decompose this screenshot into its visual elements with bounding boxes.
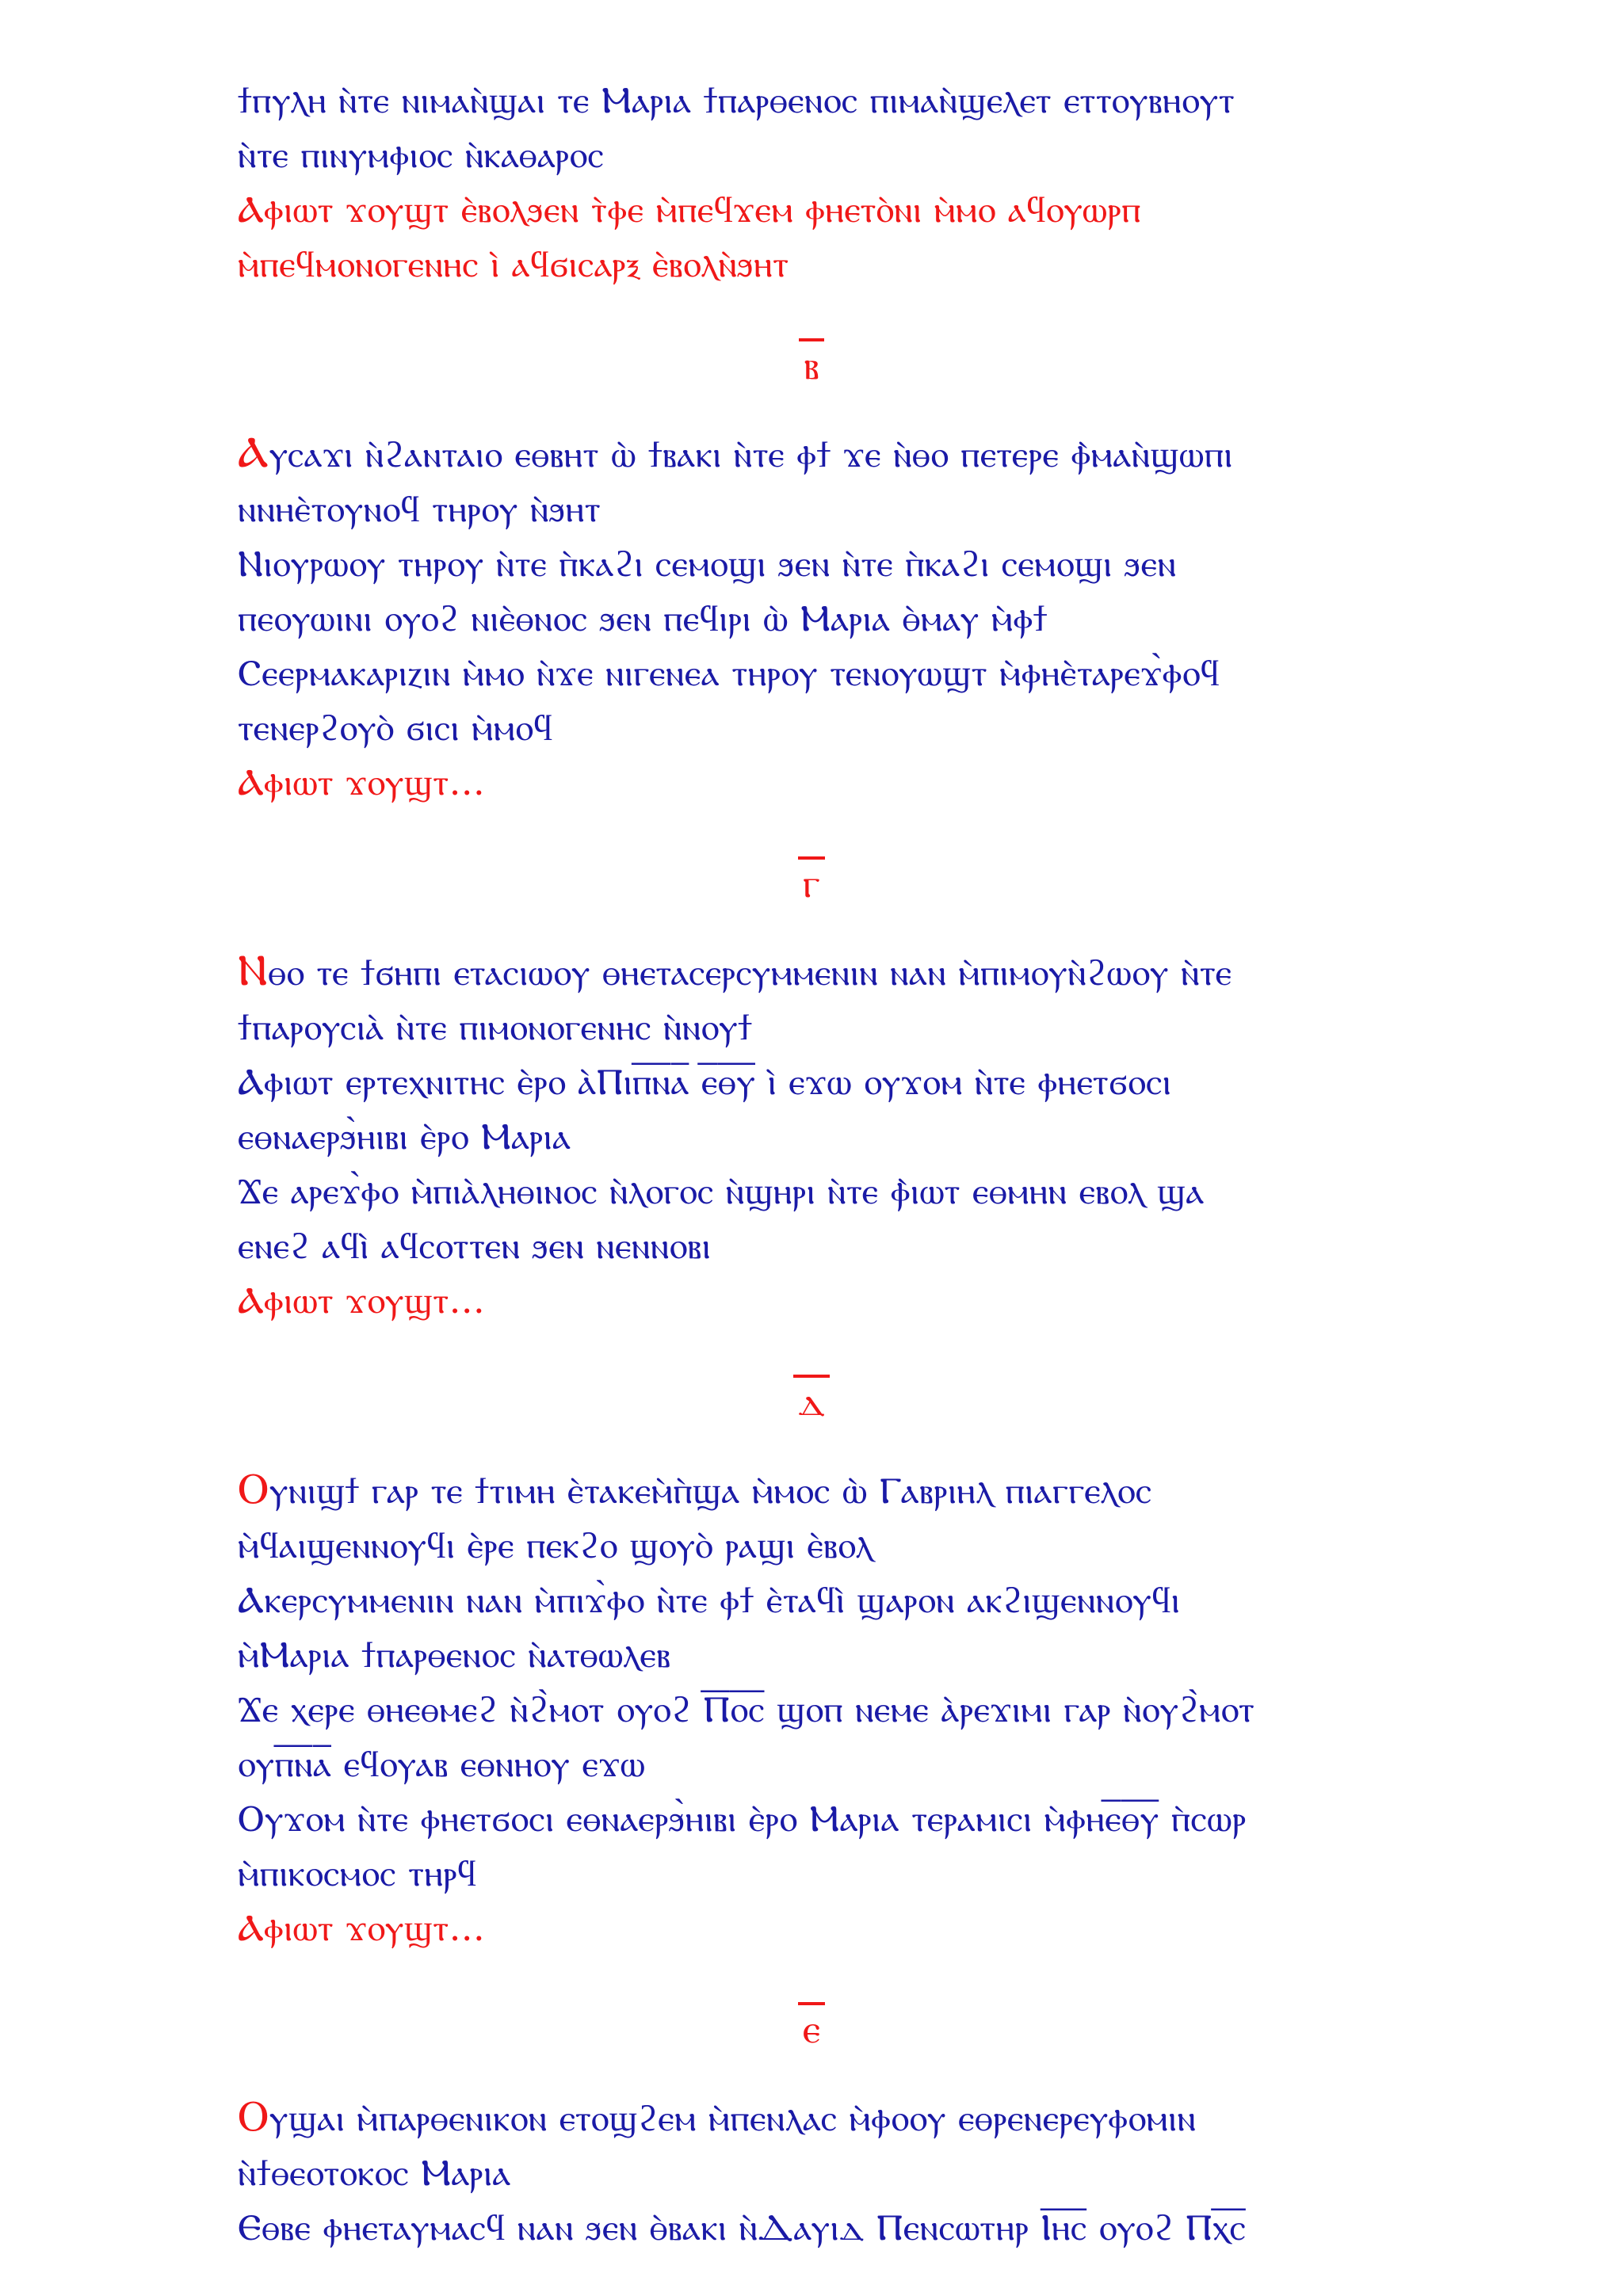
verse-line: ⲙ̀ϥⲁⲓϣⲉⲛⲛⲟⲩϥⲓ ⲉ̀ⲣⲉ ⲡⲉⲕϩⲟ ϣⲟⲩⲟ̀ ⲣⲁϣⲓ ⲉ̀ⲃⲟⲗ bbox=[238, 1524, 873, 1566]
verse-line: Ⲁⲫⲓⲱⲧ ⲉⲣⲧⲉⲭⲛⲓⲧⲏⲥ ⲉ̀ⲣⲟ ⲁ̀Ⲡⲓⲡ︦ⲛ︦ⲁ︦ ⲉ︦ⲑ︦ⲩ︦ ⲓ̀ ⲉϫⲱ ⲟⲩϫⲟⲙ ⲛ̀ⲧⲉ ⲫⲏⲉⲧϭⲟⲥⲓ bbox=[238, 1060, 1172, 1103]
refrain-line: ⲙ̀ⲡⲉϥⲙⲟⲛⲟⲅⲉⲛⲏⲥ ⲓ̀ ⲁϥϭⲓⲥⲁⲣⲝ ⲉ̀ⲃⲟⲗⲛ̀ϧⲏⲧ bbox=[238, 242, 789, 285]
verse-line: ⲉⲑⲛⲁⲉⲣϧ̀ⲏⲓⲃⲓ ⲉ̀ⲣⲟ Ⲙⲁⲣⲓⲁ bbox=[238, 1115, 571, 1158]
verse-line: Ⲛⲑⲟ ⲧⲉ ϯϭⲏⲡⲓ ⲉⲧⲁⲥⲓⲱⲟⲩ ⲑⲏⲉⲧⲁⲥⲉⲣⲥⲩⲙⲙⲉⲛⲓⲛ ⲛⲁⲛ ⲙ̀ⲡⲓⲙⲟⲩⲛ̀ϩⲱⲟⲩ ⲛ̀ⲧⲉ bbox=[238, 945, 1232, 995]
refrain-line: Ⲁⲫⲓⲱⲧ ϫⲟⲩϣⲧ... bbox=[238, 1906, 486, 1949]
verse-line: ⲙ̀ⲡⲓⲕⲟⲥⲙⲟⲥ ⲧⲏⲣϥ bbox=[238, 1852, 477, 1894]
verse-line: ⲙ̀Ⲙⲁⲣⲓⲁ ϯⲡⲁⲣⲑⲉⲛⲟⲥ ⲛ̀ⲁⲧⲑⲱⲗⲉⲃ bbox=[238, 1633, 671, 1676]
stanza-3 bbox=[238, 943, 1395, 1328]
verse-line: Ⲁⲩⲥⲁϫⲓ ⲛ̀ϩⲁⲛⲧⲁⲓⲟ ⲉⲑⲃⲏⲧ ⲱ̀ ϯⲃⲁⲕⲓ ⲛ̀ⲧⲉ ⲫϯ ϫⲉ ⲛ̀ⲑⲟ ⲡⲉⲧⲉⲣⲉ ⲫ̀ⲙⲁⲛ̀ϣⲱⲡⲓ bbox=[238, 427, 1233, 477]
verse-line: Ⲁⲕⲉⲣⲥⲩⲙⲙⲉⲛⲓⲛ ⲛⲁⲛ ⲙ̀ⲡⲓϫ̀ⲫⲟ ⲛ̀ⲧⲉ ⲫϯ ⲉ̀ⲧⲁϥⲓ̀ ϣⲁⲣⲟⲛ ⲁⲕϩⲓϣⲉⲛⲛⲟⲩϥⲓ bbox=[238, 1578, 1181, 1621]
red-initial: Ⲟ bbox=[238, 1463, 269, 1513]
stanza-number: ⲃ bbox=[0, 338, 1623, 389]
verse-line: Ⲟⲩⲛⲓϣϯ ⲅⲁⲣ ⲧⲉ ϯⲧⲓⲙⲏ ⲉ̀ⲧⲁⲕⲉⲙ̀ⲡ̀ϣⲁ ⲙ̀ⲙⲟⲥ ⲱ̀ Ⲅⲁⲃⲣⲓⲏⲗ ⲡⲓⲁⲅⲅⲉⲗⲟⲥ bbox=[238, 1463, 1152, 1513]
verse-line: ⲡⲉⲟⲩⲱⲓⲛⲓ ⲟⲩⲟϩ ⲛⲓⲉ̀ⲑⲛⲟⲥ ϧⲉⲛ ⲡⲉϥⲓⲣⲓ ⲱ̀ Ⲙⲁⲣⲓⲁ ⲑ̀ⲙⲁⲩ ⲙ̀ⲫϯ bbox=[238, 597, 1048, 639]
verse-line: ⲧⲉⲛⲉⲣϩⲟⲩⲟ̀ ϭⲓⲥⲓ ⲙ̀ⲙⲟϥ bbox=[238, 706, 553, 749]
verse-line: Ⲟⲩϣⲁⲓ ⲙ̀ⲡⲁⲣⲑⲉⲛⲓⲕⲟⲛ ⲉⲧⲟϣϩⲉⲙ ⲙ̀ⲡⲉⲛⲗⲁⲥ ⲙ̀ⲫⲟⲟⲩ ⲉⲑⲣⲉⲛⲉⲣⲉⲩⲫⲟⲙⲓⲛ bbox=[238, 2091, 1197, 2141]
stanza-1 bbox=[238, 73, 1395, 292]
verse-line: Ϫⲉ ⲭⲉⲣⲉ ⲑⲏⲉⲑⲙⲉϩ ⲛ̀ϩ̀ⲙⲟⲧ ⲟⲩⲟϩ Ⲡ︦ⲟ︦ⲥ︦ ϣⲟⲡ ⲛⲉⲙⲉ ⲁ̀ⲣⲉϫⲓⲙⲓ ⲅⲁⲣ ⲛ̀ⲟⲩϩ̀ⲙⲟⲧ bbox=[238, 1688, 1255, 1730]
red-initial: Ⲁ bbox=[238, 427, 269, 477]
verse-line: Ⲥⲉⲉⲣⲙⲁⲕⲁⲣⲓⲍⲓⲛ ⲙ̀ⲙⲟ ⲛ̀ϫⲉ ⲛⲓⲅⲉⲛⲉⲁ ⲧⲏⲣⲟⲩ ⲧⲉⲛⲟⲩⲱϣⲧ ⲙ̀ⲫⲏⲉ̀ⲧⲁⲣⲉϫ̀ⲫⲟϥ bbox=[238, 651, 1220, 694]
stanza-number: ⲇ bbox=[0, 1375, 1623, 1425]
red-initial: Ⲟ bbox=[238, 2091, 269, 2141]
refrain-line: Ⲁⲫⲓⲱⲧ ϫⲟⲩϣⲧ ⲉ̀ⲃⲟⲗϧⲉⲛ ⲧ̀ⲫⲉ ⲙ̀ⲡⲉϥϫⲉⲙ ⲫⲏⲉⲧⲟ̀ⲛⲓ ⲙ̀ⲙⲟ ⲁϥⲟⲩⲱⲣⲡ bbox=[238, 188, 1141, 231]
stanza-4 bbox=[238, 1461, 1395, 1955]
verse-line: ⲛⲛⲏⲉ̀ⲧⲟⲩⲛⲟϥ ⲧⲏⲣⲟⲩ ⲛ̀ϧⲏⲧ bbox=[238, 487, 601, 530]
stanza-number: ⲅ bbox=[0, 856, 1623, 907]
verse-line: Ⲛⲓⲟⲩⲣⲱⲟⲩ ⲧⲏⲣⲟⲩ ⲛ̀ⲧⲉ ⲡ̀ⲕⲁϩⲓ ⲥⲉⲙⲟϣⲓ ϧⲉⲛ ⲛ̀ⲧⲉ ⲡ̀ⲕⲁϩⲓ ⲥⲉⲙⲟϣⲓ ϧⲉⲛ bbox=[238, 542, 1177, 585]
hymn-page bbox=[238, 73, 1395, 2255]
verse-line: Ϫⲉ ⲁⲣⲉϫ̀ⲫⲟ ⲙ̀ⲡⲓⲁ̀ⲗⲏⲑⲓⲛⲟⲥ ⲛ̀ⲗⲟⲅⲟⲥ ⲛ̀ϣⲏⲣⲓ ⲛ̀ⲧⲉ ⲫ̀ⲓⲱⲧ ⲉⲑⲙⲏⲛ ⲉⲃⲟⲗ ϣⲁ bbox=[238, 1169, 1205, 1212]
verse-line: ⲟⲩⲡ︦ⲛ︦ⲁ︦ ⲉϥⲟⲩⲁⲃ ⲉⲑⲛⲏⲟⲩ ⲉϫⲱ bbox=[238, 1742, 646, 1785]
stanza-2 bbox=[238, 425, 1395, 810]
verse-line: ⲉⲛⲉϩ ⲁϥⲓ̀ ⲁϥⲥⲟⲧⲧⲉⲛ ϧⲉⲛ ⲛⲉⲛⲛⲟⲃⲓ bbox=[238, 1224, 712, 1267]
verse-line: Ⲟⲩϫⲟⲙ ⲛ̀ⲧⲉ ⲫⲏⲉⲧϭⲟⲥⲓ ⲉⲑⲛⲁⲉⲣϧ̀ⲏⲓⲃⲓ ⲉ̀ⲣⲟ Ⲙⲁⲣⲓⲁ ⲧⲉⲣⲁⲙⲓⲥⲓ ⲙ̀ⲫⲏⲉ︦ⲑ︦ⲩ︦ ⲡ̀ⲥⲱⲣ bbox=[238, 1797, 1247, 1840]
verse-line: ⲛ̀ⲧⲉ ⲡⲓⲛⲩⲙⲫⲓⲟⲥ ⲛ̀ⲕⲁⲑⲁⲣⲟⲥ bbox=[238, 133, 605, 176]
red-initial: Ⲛ bbox=[238, 945, 269, 995]
verse-line: ⲛ̀ϯⲑⲉⲟⲧⲟⲕⲟⲥ Ⲙⲁⲣⲓⲁ bbox=[238, 2151, 511, 2194]
stanza-number: ⲉ bbox=[0, 2002, 1623, 2053]
stanza-5 bbox=[238, 2088, 1395, 2255]
verse-line: ϯⲡⲁⲣⲟⲩⲥⲓⲁ̀ ⲛ̀ⲧⲉ ⲡⲓⲙⲟⲛⲟⲅⲉⲛⲏⲥ ⲛ̀ⲛⲟⲩϯ bbox=[238, 1005, 753, 1048]
refrain-line: Ⲁⲫⲓⲱⲧ ϫⲟⲩϣⲧ... bbox=[238, 1279, 486, 1322]
verse-line: ϯⲡⲩⲗⲏ ⲛ̀ⲧⲉ ⲛⲓⲙⲁⲛ̀ϣⲁⲓ ⲧⲉ Ⲙⲁⲣⲓⲁ ϯⲡⲁⲣⲑⲉⲛⲟⲥ ⲡⲓⲙⲁⲛ̀ϣⲉⲗⲉⲧ ⲉⲧⲧⲟⲩⲃⲏⲟⲩⲧ bbox=[238, 78, 1235, 121]
refrain-line: Ⲁⲫⲓⲱⲧ ϫⲟⲩϣⲧ... bbox=[238, 761, 486, 803]
verse-line: Ⲉⲑⲃⲉ ⲫⲏⲉⲧⲁⲩⲙⲁⲥϥ ⲛⲁⲛ ϧⲉⲛ ⲑ̀ⲃⲁⲕⲓ ⲛ̀Ⲇⲁⲩⲓⲇ Ⲡⲉⲛⲥⲱⲧⲏⲣ Ⲓ︦ⲏ︦ⲥ︦ ⲟⲩⲟϩ Ⲡⲭ︦ⲥ︦ bbox=[238, 2206, 1247, 2248]
